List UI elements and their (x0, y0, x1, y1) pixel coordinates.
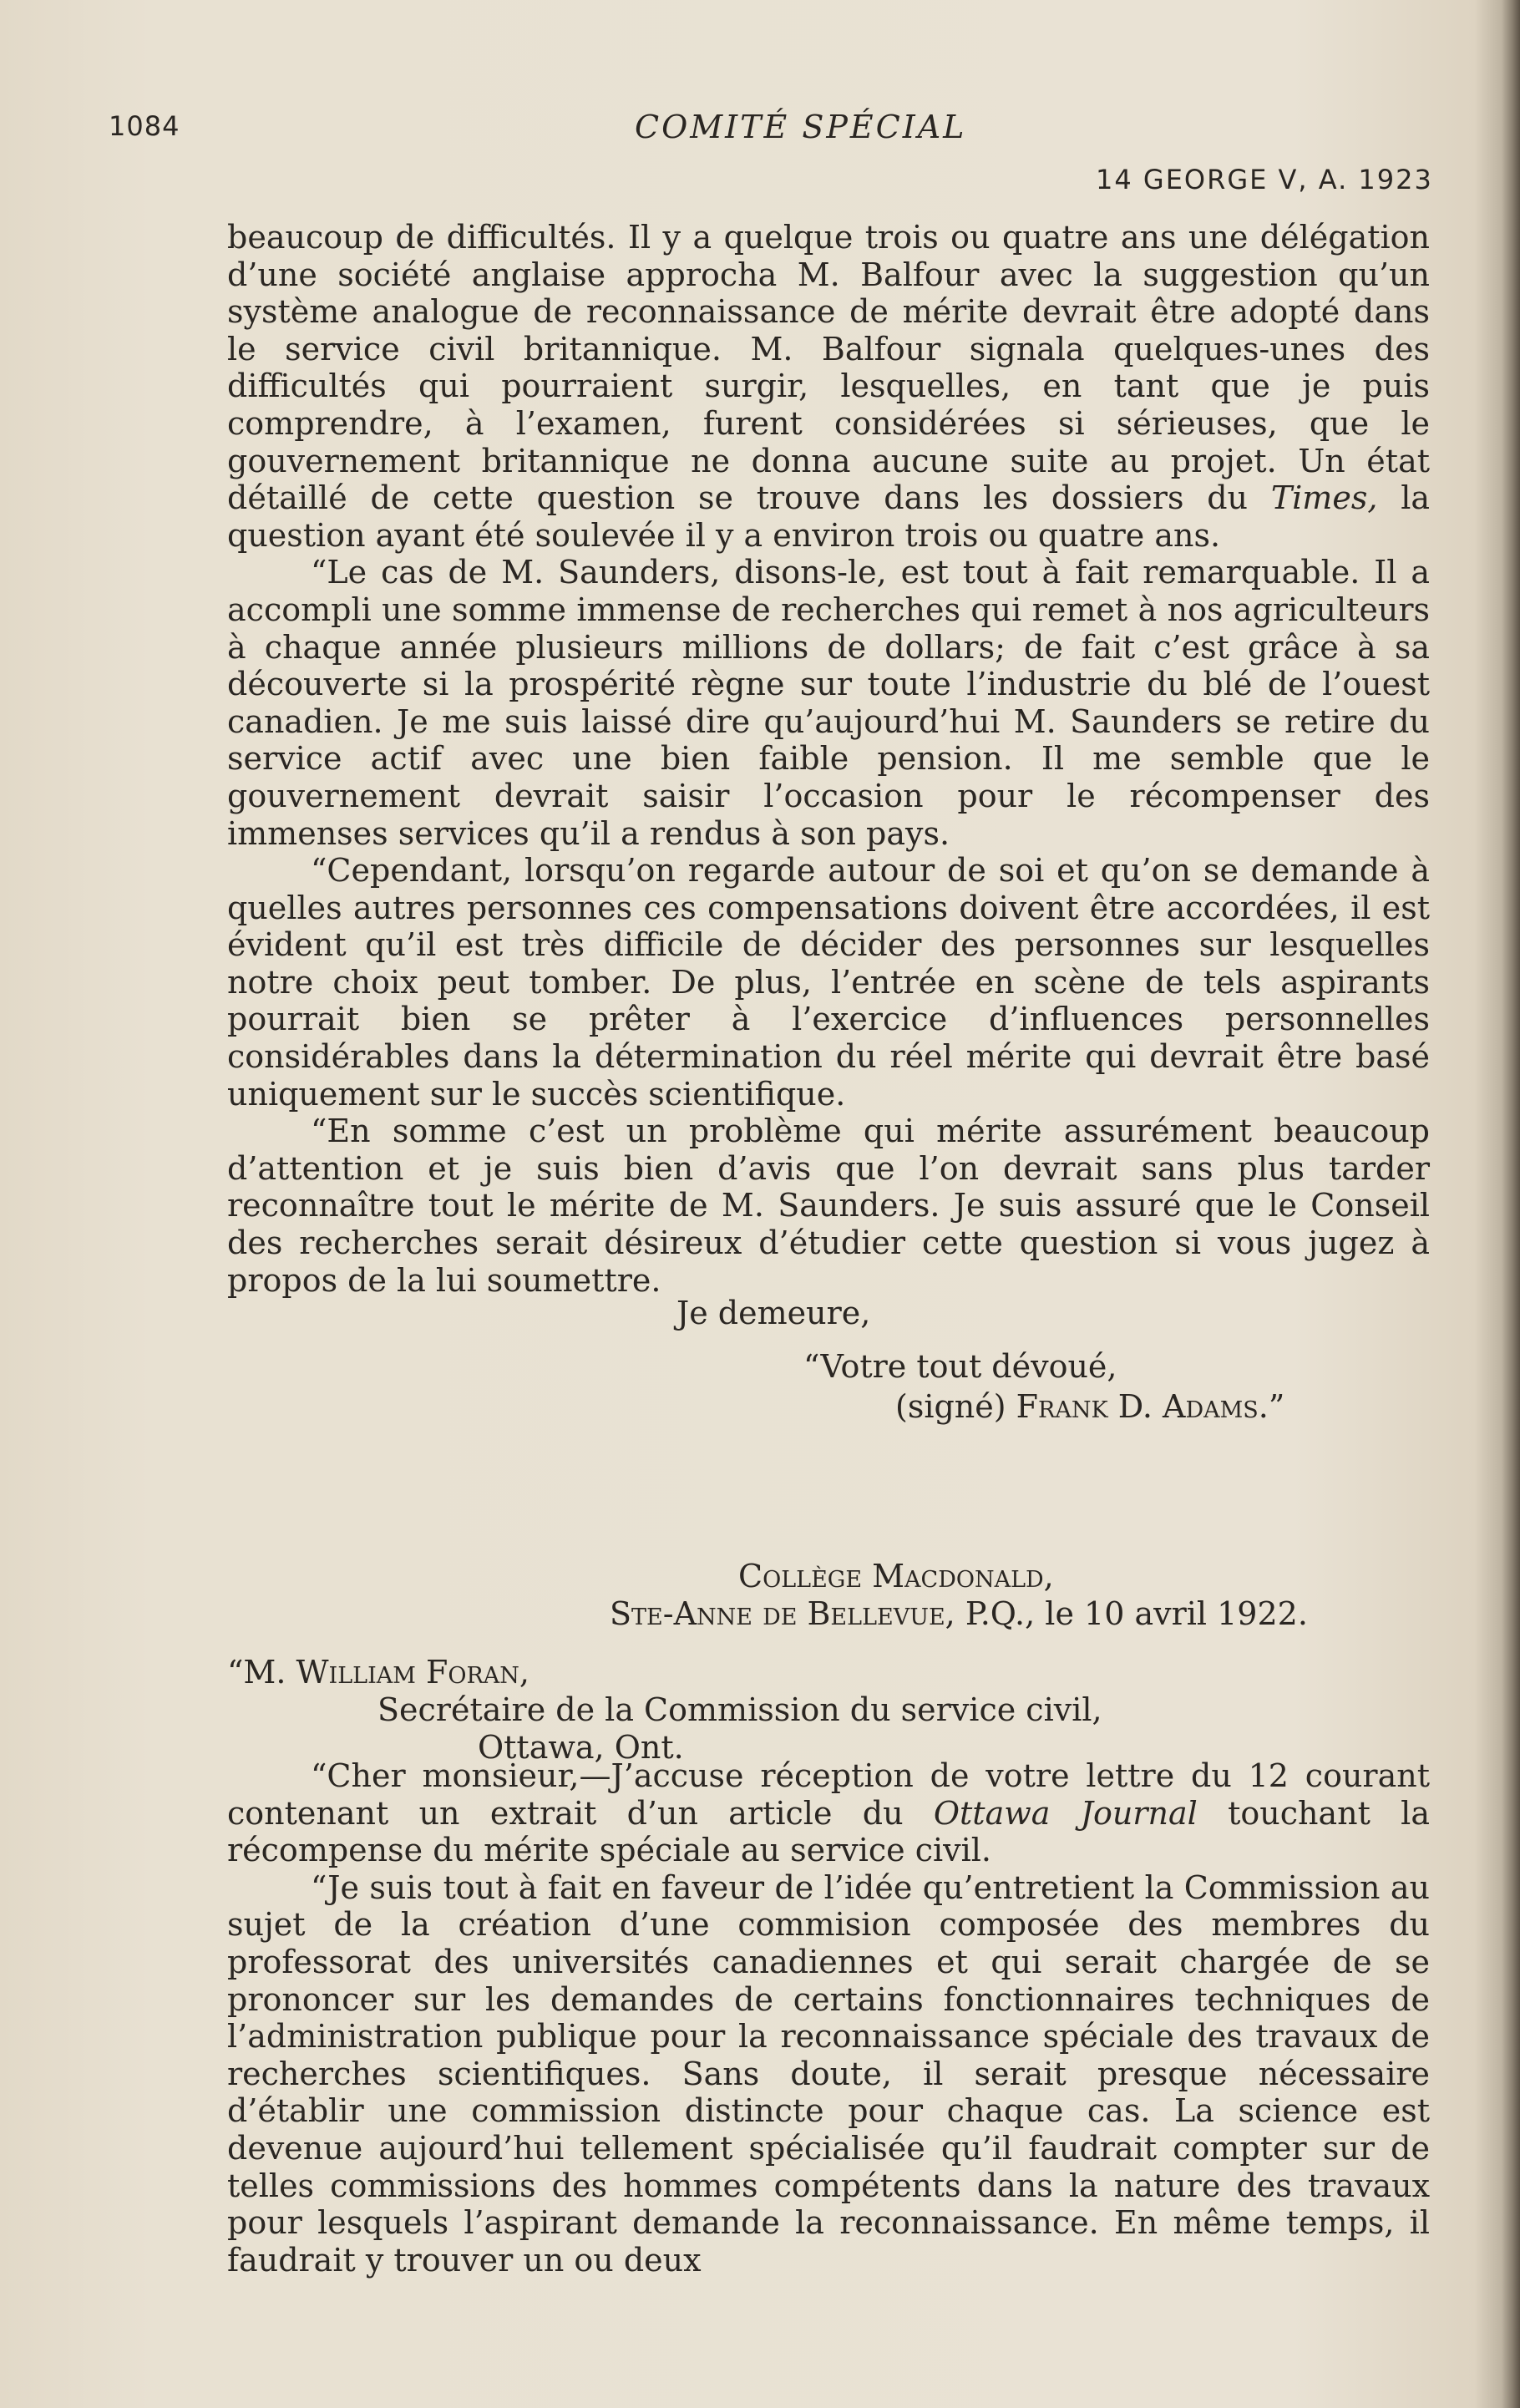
paragraph (227, 554, 1430, 852)
paragraph (227, 852, 1430, 1113)
italic-title: Ottawa Journal (933, 1794, 1198, 1832)
signer-name: Frank D. Adams.” (1016, 1388, 1285, 1425)
running-title: COMITÉ SPÉCIAL (635, 109, 967, 145)
paragraph-text: la question ayant été soulevée il y a environ trois ou quatre ans. (227, 479, 1431, 554)
italic-title: Times, (1270, 479, 1378, 517)
recipient-name: William Foran, (296, 1654, 530, 1691)
paragraph (227, 219, 1430, 554)
paragraph-text: “Cher monsieur,—J’accuse réception de votre lettre du 12 courant contenant un extrait d’un article du (227, 1757, 1430, 1832)
sender-place: Ste-Anne de Bellevue, (610, 1595, 955, 1632)
closing-remain: Je demeure, (676, 1295, 871, 1331)
recipient-name-line (227, 1654, 529, 1691)
letter-two-body (227, 1757, 1430, 2279)
sender-place-date (610, 1595, 1308, 1632)
paragraph-text: “Je suis tout à fait en faveur de l’idée qu’entretient la Commission au sujet de la création d’une commision composée des membres du professorat des universités canadiennes et qui serait chargée de se prononcer sur les demandes de certains fonctionnaires techniques de l’administration publique pour la reconnaissance spéciale des travaux de recherches scientifiques. Sans doute, il serait presque nécessaire d’établir une commission distincte pour chaque cas. La science est devenue aujourd’hui tellement spécialisée qu’il faudrait compter sur de telles commissions des hommes compétents dans la nature des travaux pour lesquels l’aspirant demande la reconnaissance. En même temps, il faudrait y trouver un ou deux (227, 1868, 1430, 2279)
signed-label: (signé) (895, 1388, 1016, 1425)
sender-institution: Collège Macdonald, (738, 1558, 1054, 1594)
paragraph-text: “Le cas de M. Saunders, disons-le, est tout à fait remarquable. Il a accompli une somme immense de recherches qui remet à nos agriculteurs à chaque année plusieurs millions de dollars; de fait c’est grâce à sa découverte si la prospérité règne sur toute l’industrie du blé de l’ouest canadien. Je me suis laissé dire qu’aujourd’hui M. Saunders se retire du service actif avec une bien faible pension. Il me semble que le gouvernement devrait saisir l’occasion pour le récompenser des immenses services qu’il a rendus à son pays. (227, 554, 1430, 852)
paragraph-text: touchant la récompense du mérite spéciale au service civil. (227, 1794, 1430, 1869)
recipient-title: Secrétaire de la Commission du service civil, (377, 1691, 1102, 1728)
closing-signature (895, 1388, 1284, 1425)
paragraph (227, 1113, 1430, 1299)
paragraph (227, 1869, 1430, 2279)
paragraph (227, 1757, 1430, 1869)
paragraph-text: “En somme c’est un problème qui mérite assurément beaucoup d’attention et je suis bien d’avis que l’on devrait sans plus tarder reconnaître tout le mérite de M. Saunders. Je suis assuré que le Conseil des recherches serait désireux d’étudier cette question si vous jugez à propos de la lui soumettre. (227, 1113, 1430, 1299)
recipient-city: Ottawa, Ont. (478, 1729, 684, 1766)
page-edge-shadow (1502, 0, 1520, 2408)
paragraph-text: “Cependant, lorsqu’on regarde autour de soi et qu’on se demande à quelles autres personnes ces compensations doivent être accordées, il est évident qu’il est très difficile de décider des personnes sur lesquelles notre choix peut tomber. De plus, l’entrée en scène de tels aspirants pourrait bien se prêter à l’exercice d’influences personnelles considérables dans la détermination du réel mérite qui devrait être basé uniquement sur le succès scientifique. (227, 852, 1430, 1113)
recipient-prefix: “M. (227, 1654, 296, 1691)
page-number: 1084 (109, 110, 180, 142)
letter-one-body (227, 219, 1430, 1299)
session-reference: 14 GEORGE V, A. 1923 (1096, 164, 1433, 195)
closing-devoted: “Votre tout dévoué, (803, 1348, 1117, 1385)
letter-date: P.Q., le 10 avril 1922. (955, 1595, 1308, 1632)
paragraph-text: beaucoup de difficultés. Il y a quelque trois ou quatre ans une délégation d’une société anglaise approcha M. Balfour avec la suggestion qu’un système analogue de reconnaissance de mérite devrait être adopté dans le service civil britannique. M. Balfour signala quelques-unes des difficultés qui pourraient surgir, lesquelles, en tant que je puis comprendre, à l’examen, furent considérées si sérieuses, que le gouvernement britannique ne donna aucune suite au projet. Un état détaillé de cette question se trouve dans les dossiers du (227, 219, 1430, 517)
